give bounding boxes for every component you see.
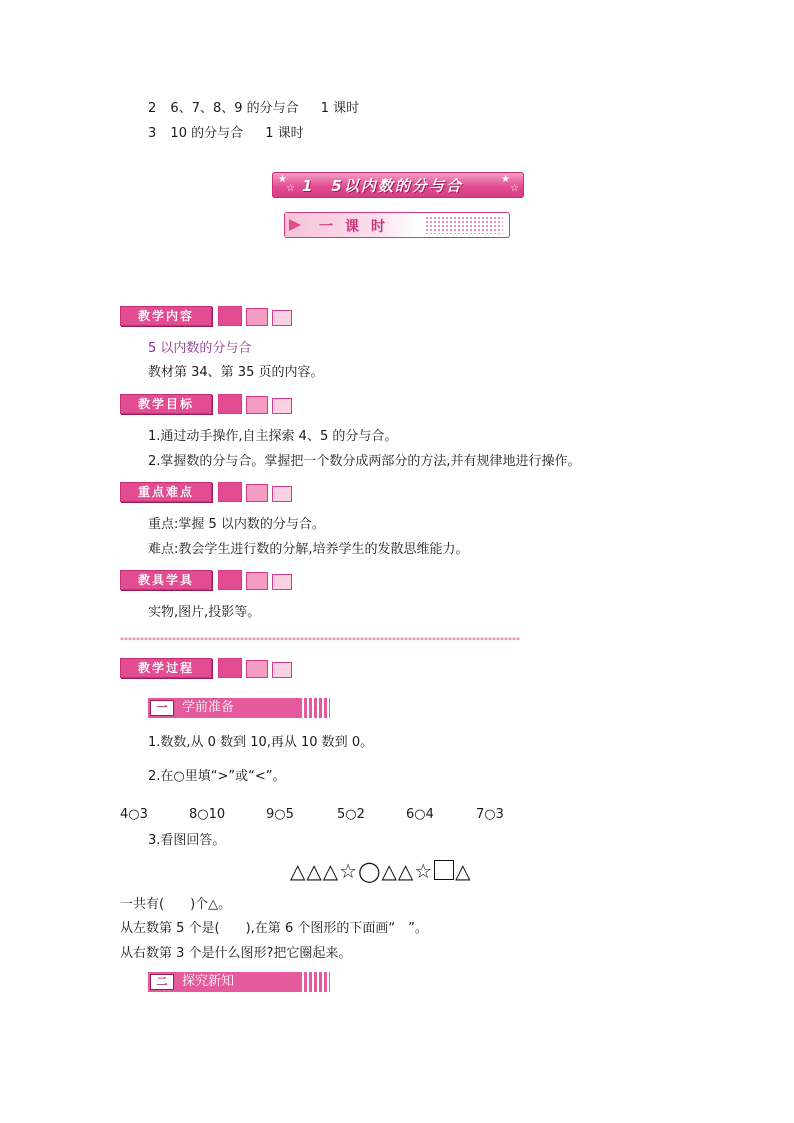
toc-num: 2 — [148, 101, 157, 116]
deco-square — [218, 570, 242, 590]
star-icon: ☆ — [286, 183, 295, 194]
deco-square — [246, 572, 268, 590]
compare-item: 7○3 — [476, 807, 504, 822]
deco-square — [218, 306, 242, 326]
deco-square — [246, 484, 268, 502]
compare-item: 5○2 — [337, 807, 365, 822]
prep-q3: 3.看图回答。 — [148, 833, 226, 848]
deco-square — [272, 662, 292, 678]
toc-hours: 1 课时 — [265, 126, 304, 141]
compare-item: 4○3 — [120, 807, 148, 822]
triangle-icon — [289, 219, 301, 231]
compare-item: 8○10 — [189, 807, 226, 822]
section-label: 教学目标 — [120, 394, 212, 414]
section-label: 教学内容 — [120, 306, 212, 326]
goal-item: 1.通过动手操作,自主探索 4、5 的分与合。 — [148, 429, 398, 444]
deco-square — [218, 394, 242, 414]
unit-title: 1 5以内数的分与合 — [302, 177, 463, 195]
shape-sequence — [290, 859, 472, 883]
section-label: 重点难点 — [120, 482, 212, 502]
key-point: 重点:掌握 5 以内数的分与合。 — [148, 517, 325, 532]
lesson-label: 一课时 — [319, 219, 397, 235]
tools-text: 实物,图片,投影等。 — [148, 605, 261, 620]
deco-square — [246, 308, 268, 326]
deco-square — [272, 398, 292, 414]
deco-bars — [302, 698, 330, 718]
prep-q2: 2.在○里填“>”或“<”。 — [148, 769, 286, 784]
subsection-number: 二 — [150, 974, 174, 990]
subsection-number: 一 — [150, 700, 174, 716]
toc-num: 3 — [148, 126, 157, 141]
subsection-header-explore — [148, 972, 330, 992]
answer-line: 从右数第 3 个是什么图形?把它圈起来。 — [120, 946, 352, 961]
deco-square — [246, 396, 268, 414]
square-shape — [434, 860, 454, 880]
deco-square — [272, 574, 292, 590]
toc-title: 6、7、8、9 的分与合 — [170, 101, 299, 116]
star-icon: ☆ — [510, 183, 519, 194]
banner-dots — [425, 216, 503, 234]
toc-row-3 — [148, 125, 304, 143]
content-pages: 教材第 34、第 35 页的内容。 — [148, 365, 324, 380]
section-label: 教学过程 — [120, 658, 212, 678]
star-divider: **************************************************************************************************** — [120, 636, 520, 645]
difficulty: 难点:教会学生进行数的分解,培养学生的发散思维能力。 — [148, 542, 469, 557]
content-topic: 5 以内数的分与合 — [148, 341, 252, 356]
subsection-header-prep — [148, 698, 330, 718]
toc-title: 10 的分与合 — [170, 126, 244, 141]
deco-square — [218, 658, 242, 678]
deco-square — [218, 482, 242, 502]
goal-item: 2.掌握数的分与合。掌握把一个数分成两部分的方法,并有规律地进行操作。 — [148, 454, 581, 469]
section-label: 教具学具 — [120, 570, 212, 590]
subsection-title: 学前准备 — [182, 700, 235, 715]
compare-item: 6○4 — [406, 807, 434, 822]
deco-square — [246, 660, 268, 678]
star-icon: ★ — [501, 174, 510, 185]
compare-item: 9○5 — [266, 807, 294, 822]
lesson-banner — [284, 212, 510, 238]
answer-line: 一共有( )个△。 — [120, 897, 232, 912]
unit-banner — [272, 172, 524, 198]
shapes-right: △ — [455, 859, 472, 883]
deco-square — [272, 310, 292, 326]
answer-line: 从左数第 5 个是( ),在第 6 个图形的下面画“ ”。 — [120, 921, 428, 936]
toc-hours: 1 课时 — [320, 101, 360, 116]
shapes-left: △△△☆◯△△☆ — [290, 859, 434, 883]
deco-square — [272, 486, 292, 502]
prep-q1: 1.数数,从 0 数到 10,再从 10 数到 0。 — [148, 735, 374, 750]
subsection-title: 探究新知 — [182, 974, 235, 989]
toc-row-2 — [148, 100, 359, 118]
star-icon: ★ — [278, 174, 287, 185]
deco-bars — [302, 972, 330, 992]
